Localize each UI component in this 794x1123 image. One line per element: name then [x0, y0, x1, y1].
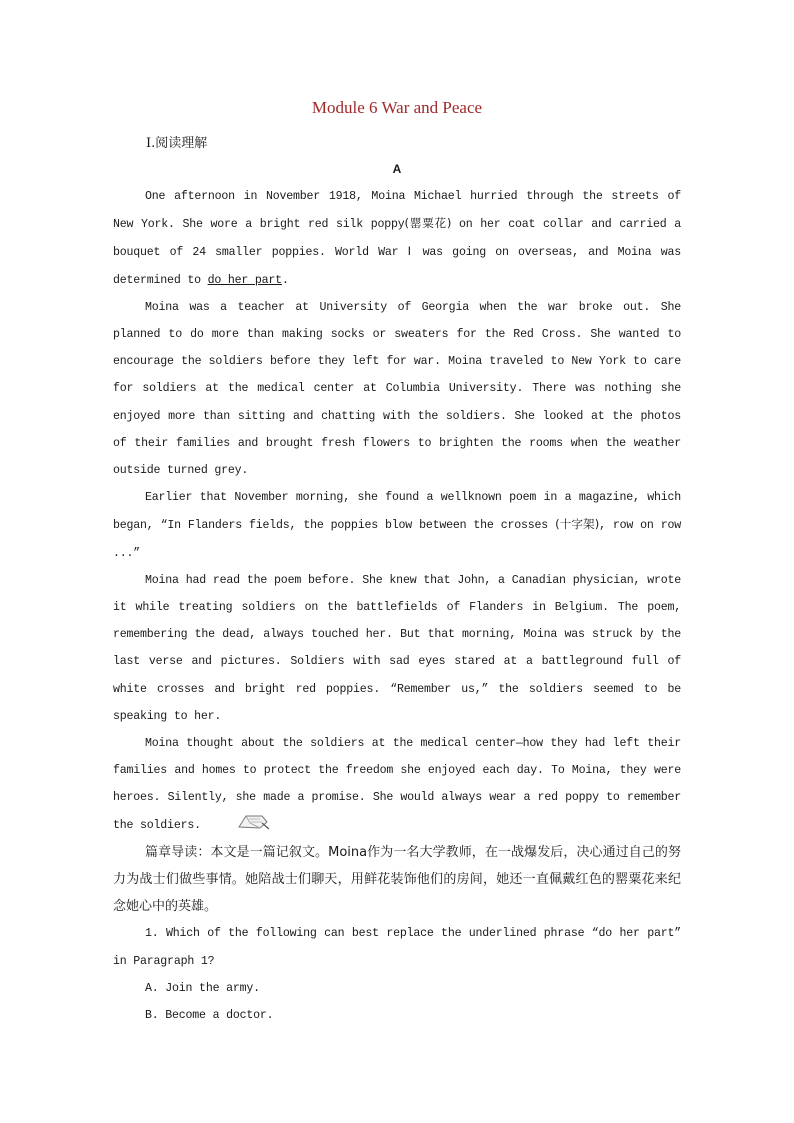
- article-guide: 篇章导读：本文是一篇记叙文。Moina作为一名大学教师，在一战爆发后，决心通过自己的努力为战士们做些事情。她陪战士们聊天，用鲜花装饰他们的房间，她还一直佩戴红色的罂粟花来纪念她心中的英雄。: [113, 844, 681, 915]
- paragraph-5: Moina thought about the soldiers at the medical center—how they had left their families and homes to protect the freedom she enjoyed each day. To Moina, they were heroes. Silently, she made a promise. She would always wear a red poppy to remember the soldiers.: [113, 737, 681, 832]
- option-b: B. Become a doctor.: [145, 1009, 274, 1023]
- chinese-gloss-crosses: (十字架): [555, 517, 600, 532]
- underlined-phrase: do her part: [207, 273, 282, 287]
- paragraph-4: Moina had read the poem before. She knew that John, a Canadian physician, wrote it while treating soldiers on the battlefields of Flanders in Belgium. The poem, remembering the dead, always touched her. But that morning, Moina was struck by the last verse and pictures. Soldiers with sad eyes stared at a battleground full of white crosses and bright red poppies. “Remember us,” the soldiers seemed to be speaking to her.: [113, 573, 681, 723]
- section-heading: Ⅰ.阅读理解: [146, 136, 208, 151]
- module-title: Module 6 War and Peace: [311, 98, 483, 117]
- passage-label: A: [392, 162, 402, 176]
- question-1: 1. Which of the following can best replace the underlined phrase “do her part” in Paragraph 1?: [113, 927, 681, 968]
- chinese-gloss-poppy: (罂粟花): [404, 216, 452, 231]
- option-a: A. Join the army.: [145, 981, 260, 995]
- roman-numeral: Ⅰ: [407, 244, 414, 259]
- paragraph-2: Moina was a teacher at University of Georgia when the war broke out. She planned to do more than making socks or sweaters for the Red Cross. She wanted to encourage the soldiers before they left for war. Moina traveled to New York to care for soldiers at the medical center at Columbia University. There was nothing she enjoyed more than sitting and chatting with the soldiers. She looked at the photos of their families and brought fresh flowers to brighten the rooms when the weather outside turned grey.: [113, 300, 681, 478]
- paragraph-3: Earlier that November morning, she found a wellknown poem in a magazine, which began, “In Flanders fields, the poppies blow between the crosses (十字架), row on row ...”: [113, 491, 682, 560]
- scroll-icon: [204, 813, 238, 831]
- paragraph-1: One afternoon in November 1918, Moina Michael hurried through the streets of New York. She wore a bright red silk poppy(罂粟花) on her coat collar and carried a bouquet of 24 smaller poppies. World War Ⅰ was going on overseas, and Moina was determined to do her part.: [113, 190, 682, 287]
- passage-body: [113, 183, 681, 1029]
